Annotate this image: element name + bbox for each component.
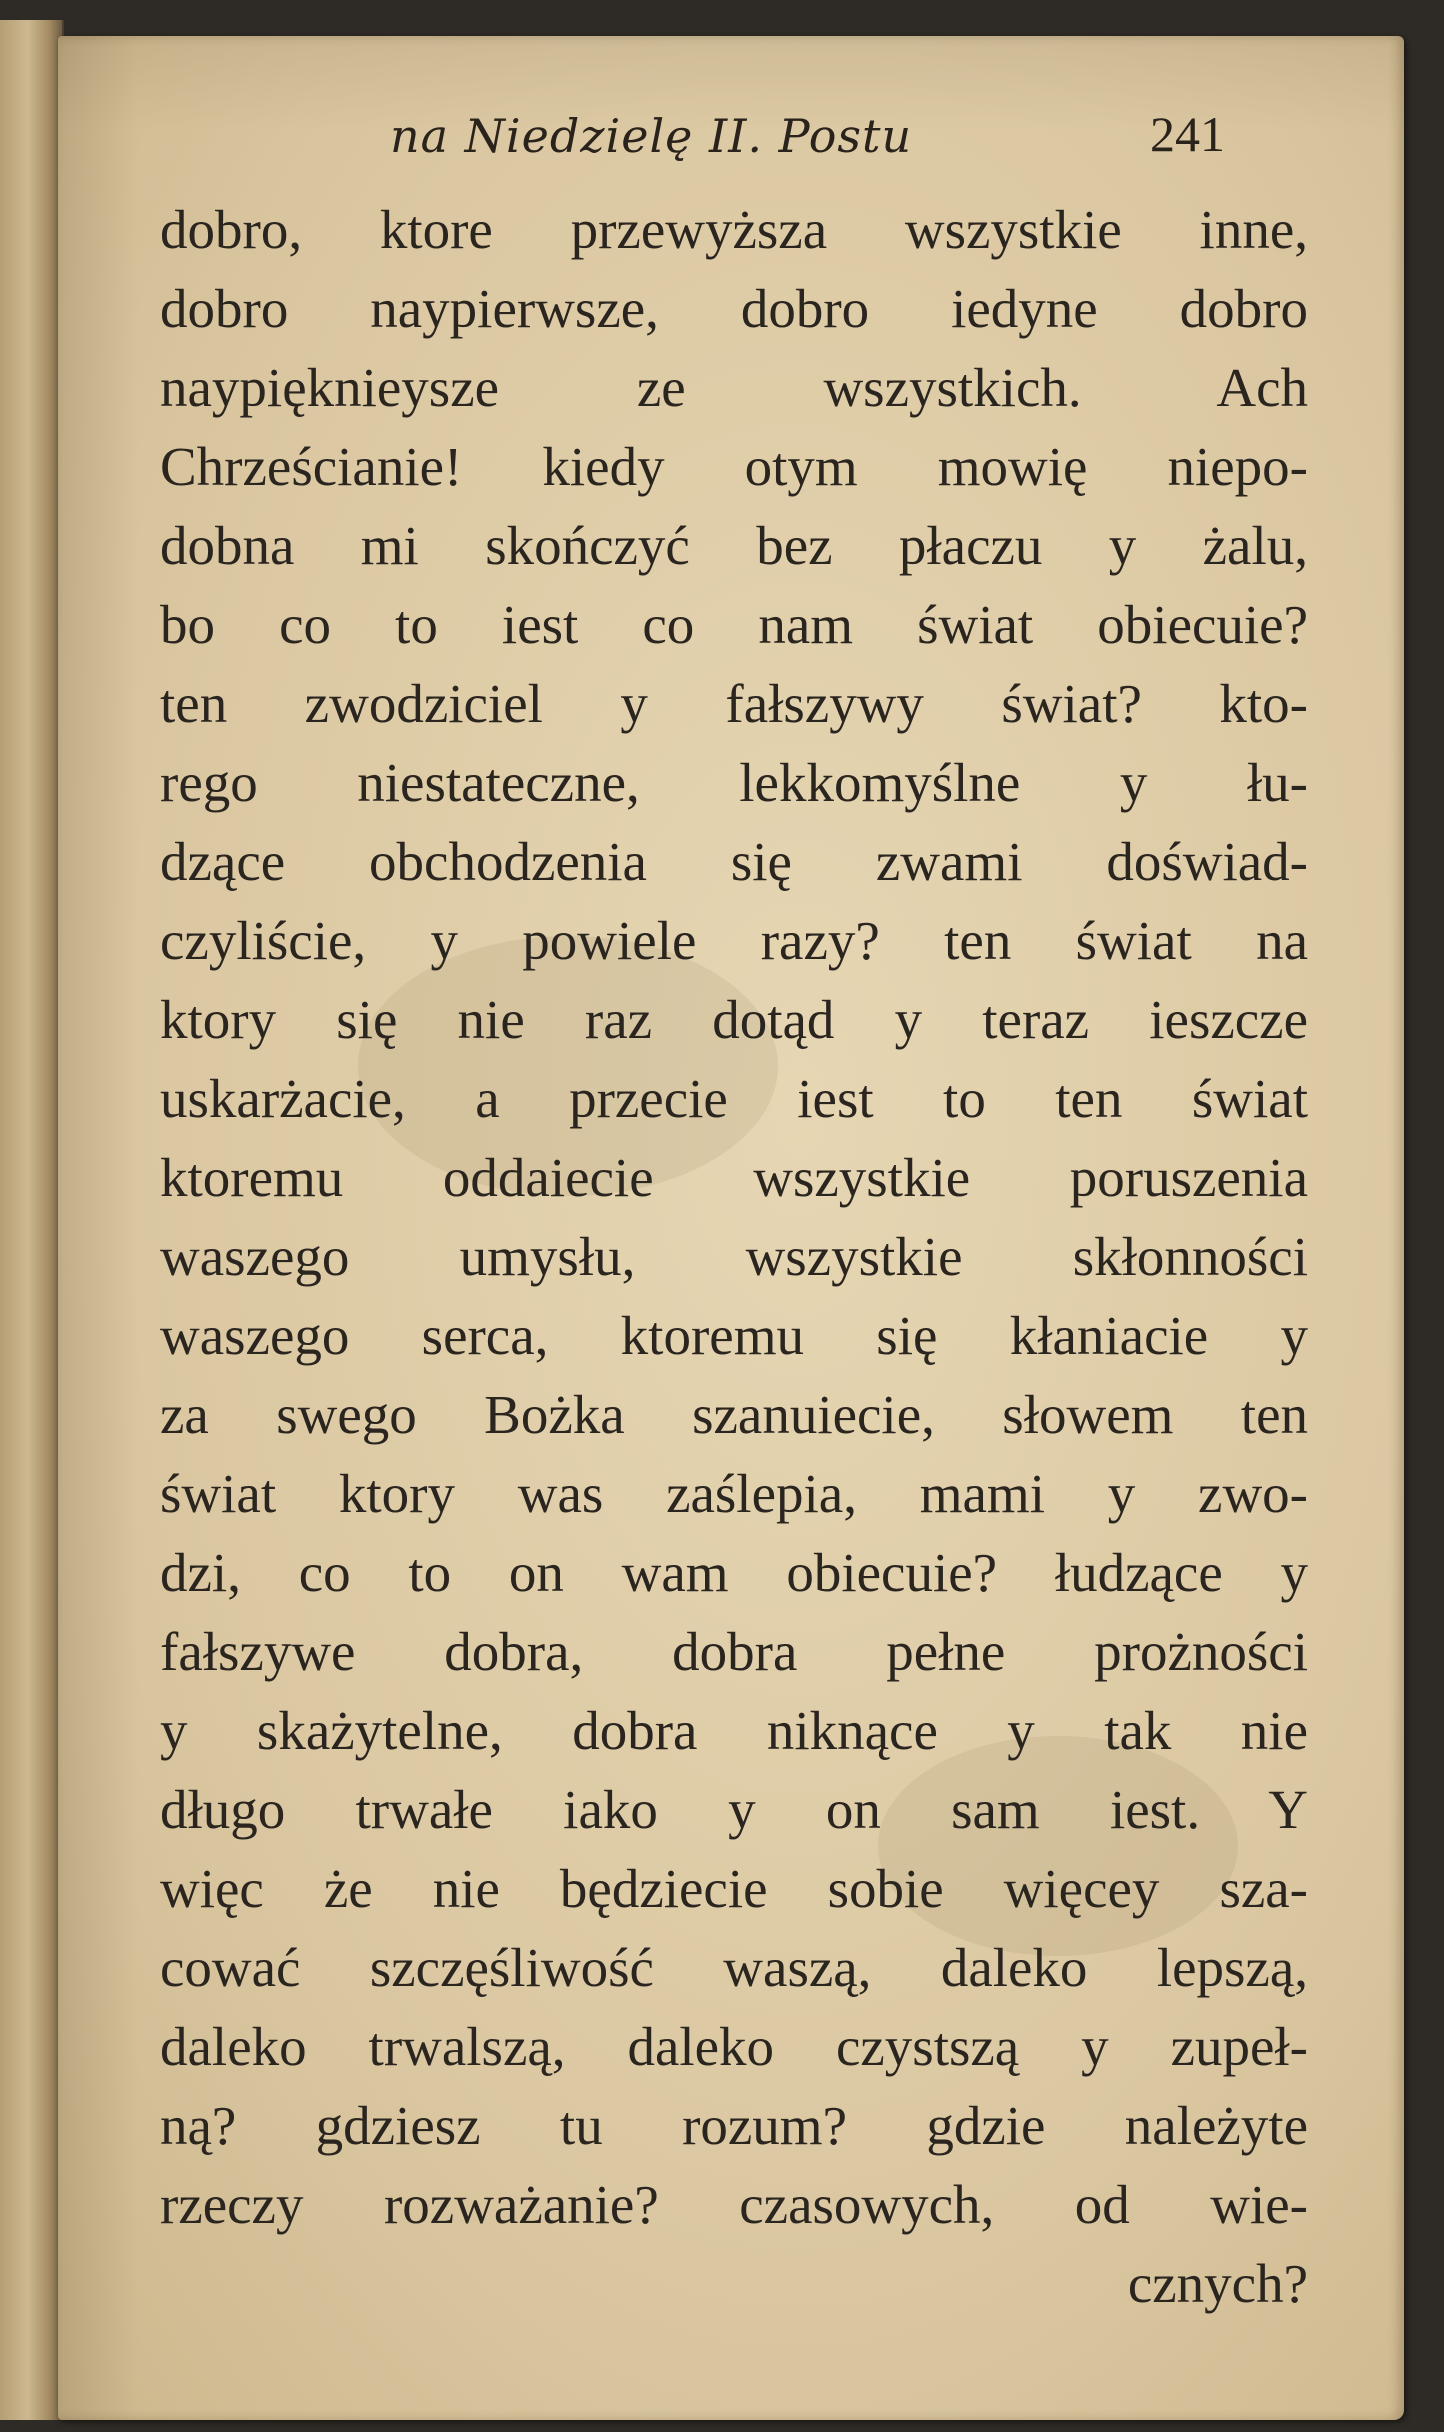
text-line: długo trwałe iako y on sam iest. Y <box>160 1779 1308 1840</box>
text-line: ten zwodziciel y fałszywy świat? kto- <box>160 673 1308 734</box>
text-line: fałszywe dobra, dobra pełne prożności <box>160 1621 1308 1682</box>
text-line: waszego umysłu, wszystkie skłonności <box>160 1226 1308 1287</box>
text-line: dzące obchodzenia się zwami doświad- <box>160 831 1308 892</box>
text-line: ną? gdziesz tu rozum? gdzie należyte <box>160 2095 1308 2156</box>
text-line: świat ktory was zaślepia, mami y zwo- <box>160 1463 1308 1524</box>
text-line: dzi, co to on wam obiecuie? łudzące y <box>160 1542 1308 1603</box>
text-line: czyliście, y powiele razy? ten świat na <box>160 910 1308 971</box>
text-line: cować szczęśliwość waszą, daleko lepszą, <box>160 1937 1308 1998</box>
body-text <box>160 190 1308 2323</box>
text-line: cznych? <box>1127 2253 1308 2314</box>
text-line: dobro, ktore przewyższa wszystkie inne, <box>160 199 1308 260</box>
text-line: dobro naypierwsze, dobro iedyne dobro <box>160 278 1308 339</box>
text-line: Chrześcianie! kiedy otym mowię niepo- <box>160 436 1308 497</box>
text-line: rzeczy rozważanie? czasowych, od wie- <box>160 2174 1308 2235</box>
text-line: ktoremu oddaiecie wszystkie poruszenia <box>160 1147 1308 1208</box>
text-line: y skażytelne, dobra niknące y tak nie <box>160 1700 1308 1761</box>
text-line: więc że nie będziecie sobie więcey sza- <box>160 1858 1308 1919</box>
previous-page-edge <box>0 20 64 2420</box>
text-line: bo co to iest co nam świat obiecuie? <box>160 594 1308 655</box>
text-line: naypięknieysze ze wszystkich. Ach <box>160 357 1308 418</box>
text-line: za swego Bożka szanuiecie, słowem ten <box>160 1384 1308 1445</box>
header-title: na Niedzielę II. Postu <box>390 109 913 163</box>
text-line: waszego serca, ktoremu się kłaniacie y <box>160 1305 1308 1366</box>
text-line: ktory się nie raz dotąd y teraz ieszcze <box>160 989 1308 1050</box>
text-line: dobna mi skończyć bez płaczu y żalu, <box>160 515 1308 576</box>
page-number: 241 <box>1150 106 1225 162</box>
text-line: daleko trwalszą, daleko czystszą y zupeł- <box>160 2016 1308 2077</box>
text-line: rego niestateczne, lekkomyślne y łu- <box>160 752 1308 813</box>
text-line: uskarżacie, a przecie iest to ten świat <box>160 1068 1308 1129</box>
running-header <box>315 95 1225 165</box>
